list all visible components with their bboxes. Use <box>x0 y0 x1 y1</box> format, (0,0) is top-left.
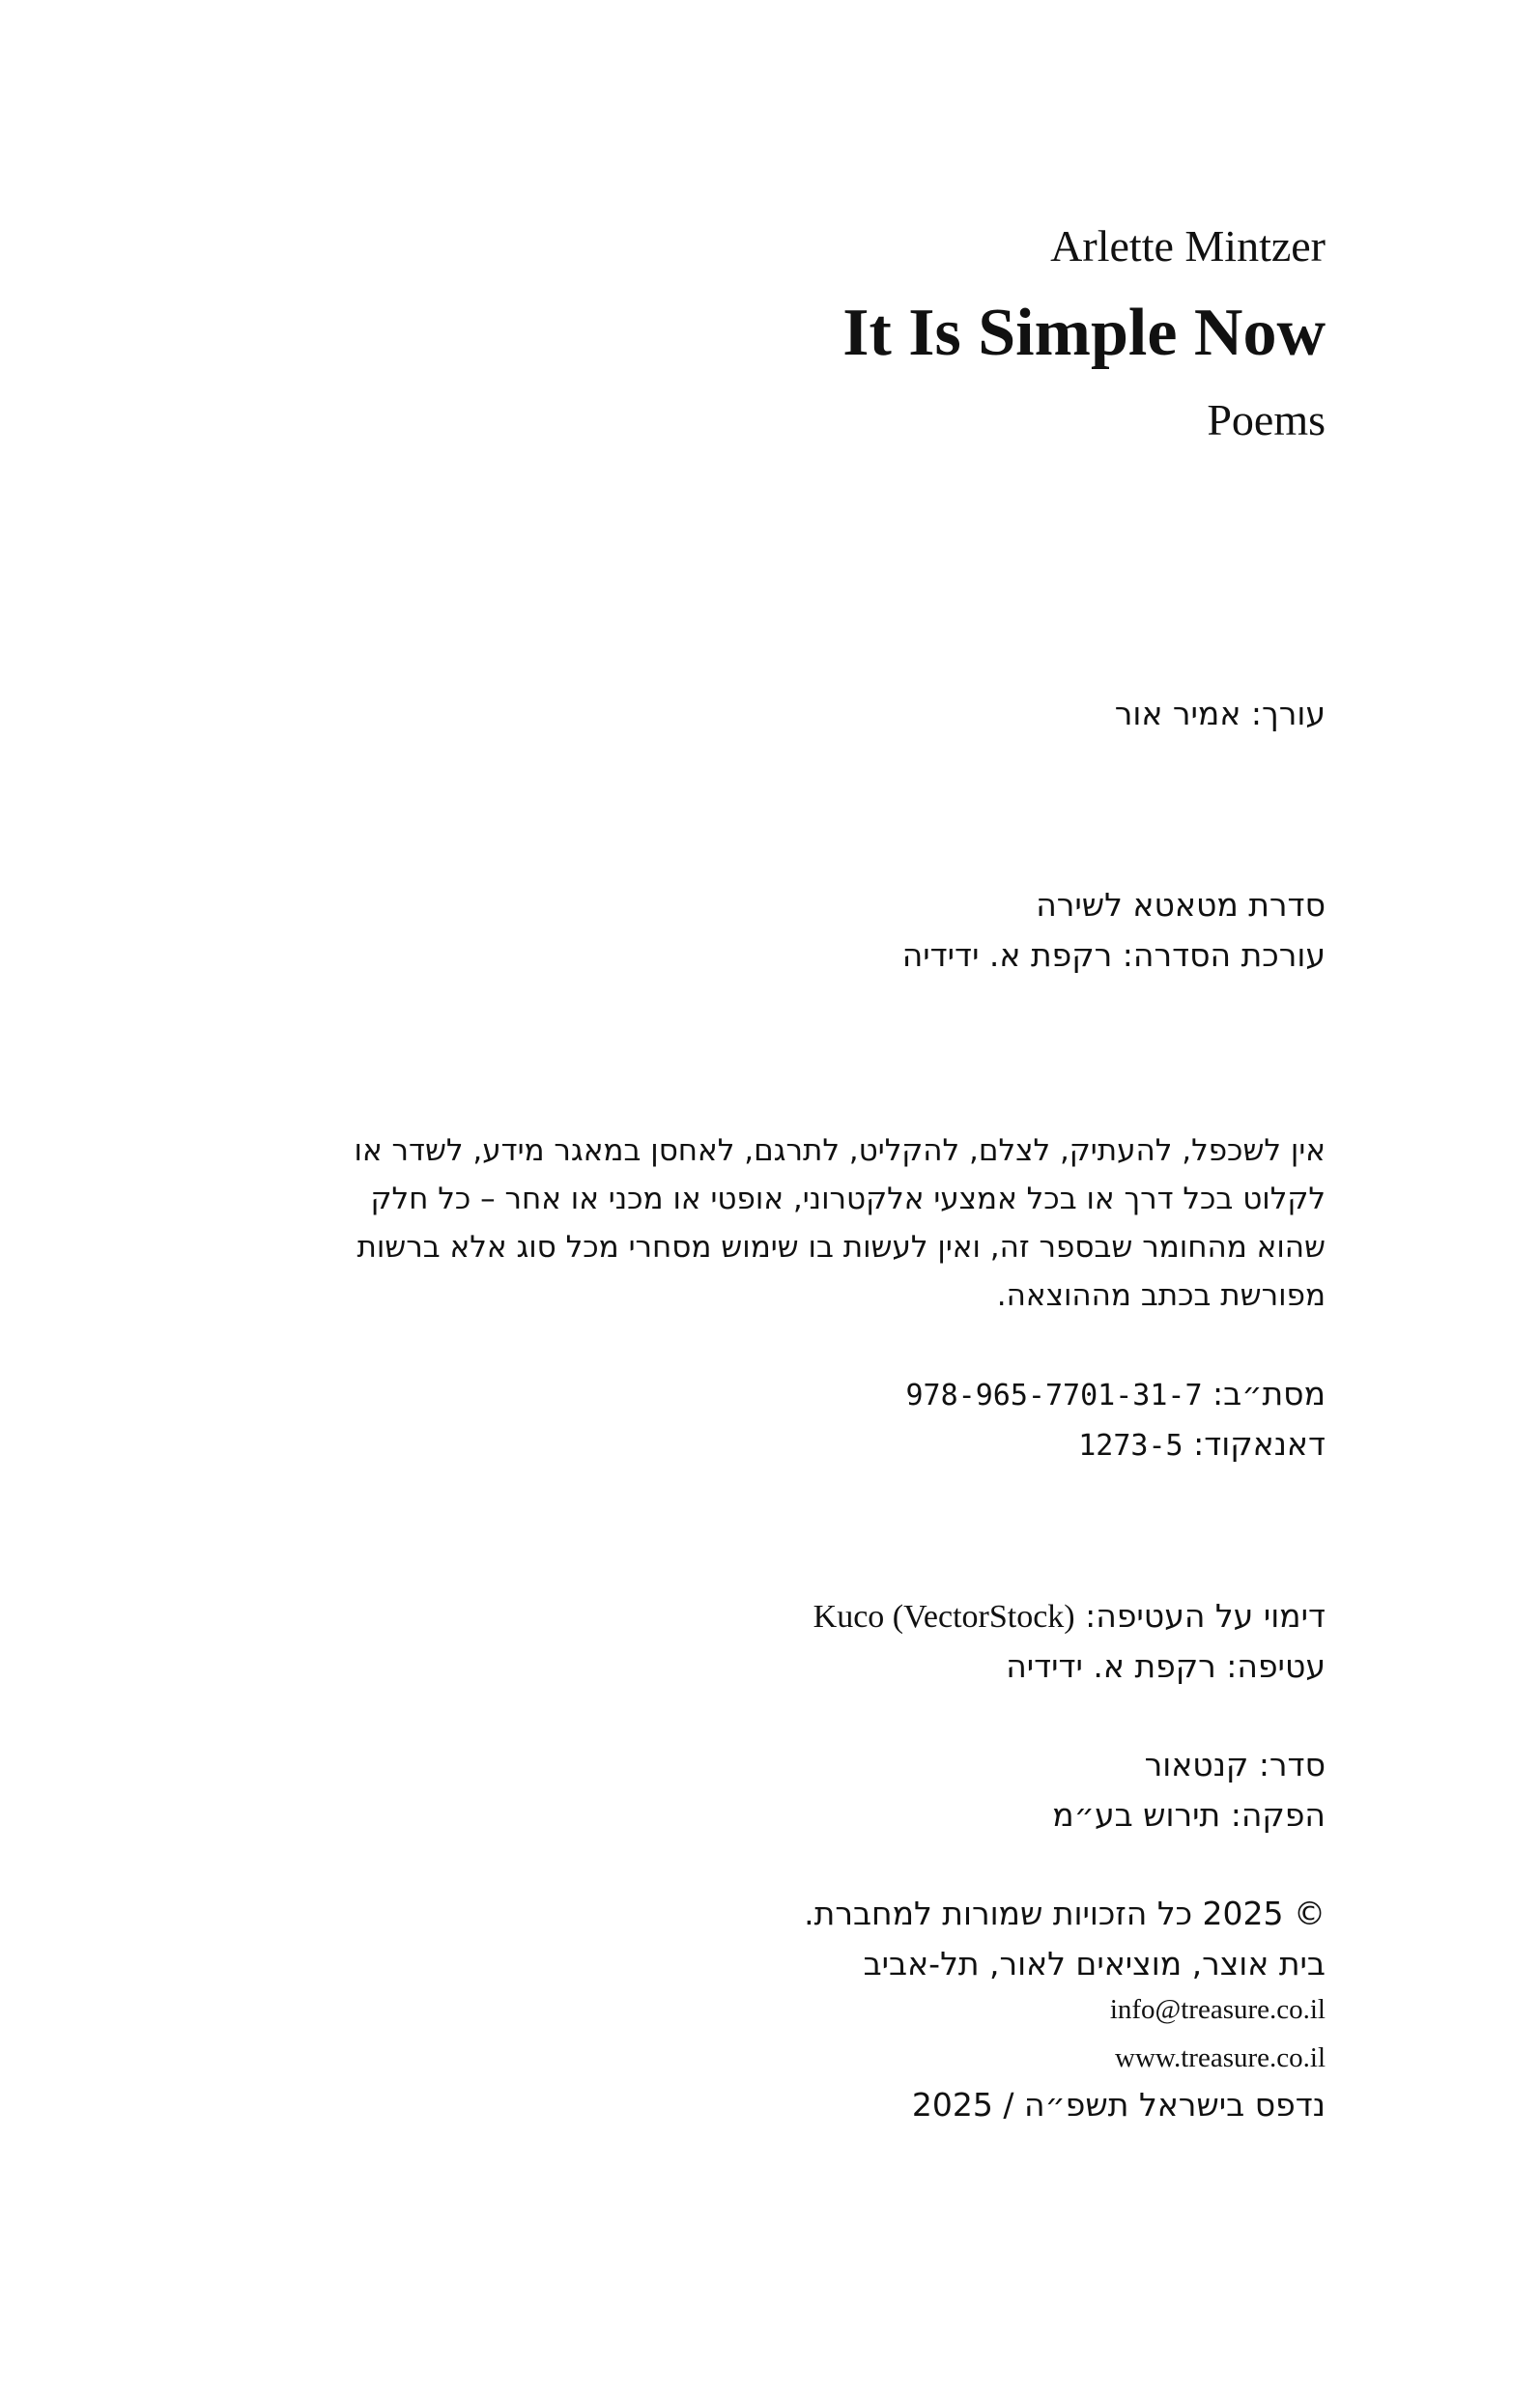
publisher-name: בית אוצר, מוציאים לאור, תל-אביב <box>863 1945 1326 1982</box>
series-editor-credit: עורכת הסדרה: רקפת א. ידידיה <box>901 936 1326 974</box>
cover-image-credit <box>813 1594 1326 1640</box>
book-subtitle: Poems <box>1207 395 1326 444</box>
printed-label: נדפס בישראל תשפ״ה / <box>1003 2086 1326 2124</box>
isbn-value: 978-965-7701-31-7 <box>905 1379 1203 1412</box>
book-title: It Is Simple Now <box>842 296 1326 370</box>
rights-notice-line: אין לשכפל, להעתיק, לצלם, להקליט, לתרגם, לאחסן במאגר מידע, לשדר או <box>354 1133 1326 1168</box>
danacode-value: 1273-5 <box>1078 1429 1184 1463</box>
cover-image-label: דימוי על העטיפה: <box>1085 1597 1326 1635</box>
cover-image-value: Kuco (VectorStock) <box>813 1599 1075 1635</box>
rights-notice-line: מפורשת בכתב מההוצאה. <box>996 1278 1326 1313</box>
isbn-label: מסת״ב: <box>1212 1375 1326 1412</box>
printed-year: 2025 <box>911 2086 993 2124</box>
production-credit: הפקה: תירוש בע״מ <box>1052 1796 1326 1834</box>
author-name: Arlette Mintzer <box>1050 221 1326 271</box>
rights-notice-line: לקלוט בכל דרך או בכל אמצעי אלקטרוני, אופטי או מכני או אחר – כל חלק <box>370 1182 1326 1216</box>
cover-credit: עטיפה: רקפת א. ידידיה <box>1006 1647 1326 1685</box>
isbn-line <box>905 1372 1326 1418</box>
series-name: סדרת מטאטא לשירה <box>1036 886 1326 924</box>
danacode-label: דאנאקוד: <box>1193 1425 1326 1463</box>
rights-notice <box>261 1127 1326 1320</box>
copyright-notice: © 2025 כל הזכויות שמורות למחברת. <box>804 1895 1326 1932</box>
printed-notice <box>912 2083 1326 2127</box>
rights-notice-line: שהוא מהחומר שבספר זה, ואין לעשות בו שימוש מסחרי מכל סוג אלא ברשות <box>356 1230 1326 1265</box>
editor-credit: עורך: אמיר אור <box>1114 695 1326 732</box>
publisher-website: www.treasure.co.il <box>1115 2042 1326 2073</box>
publisher-email: info@treasure.co.il <box>1109 1994 1326 2025</box>
typesetting-credit: סדר: קנטאור <box>1144 1746 1326 1783</box>
danacode-line <box>1078 1422 1326 1469</box>
